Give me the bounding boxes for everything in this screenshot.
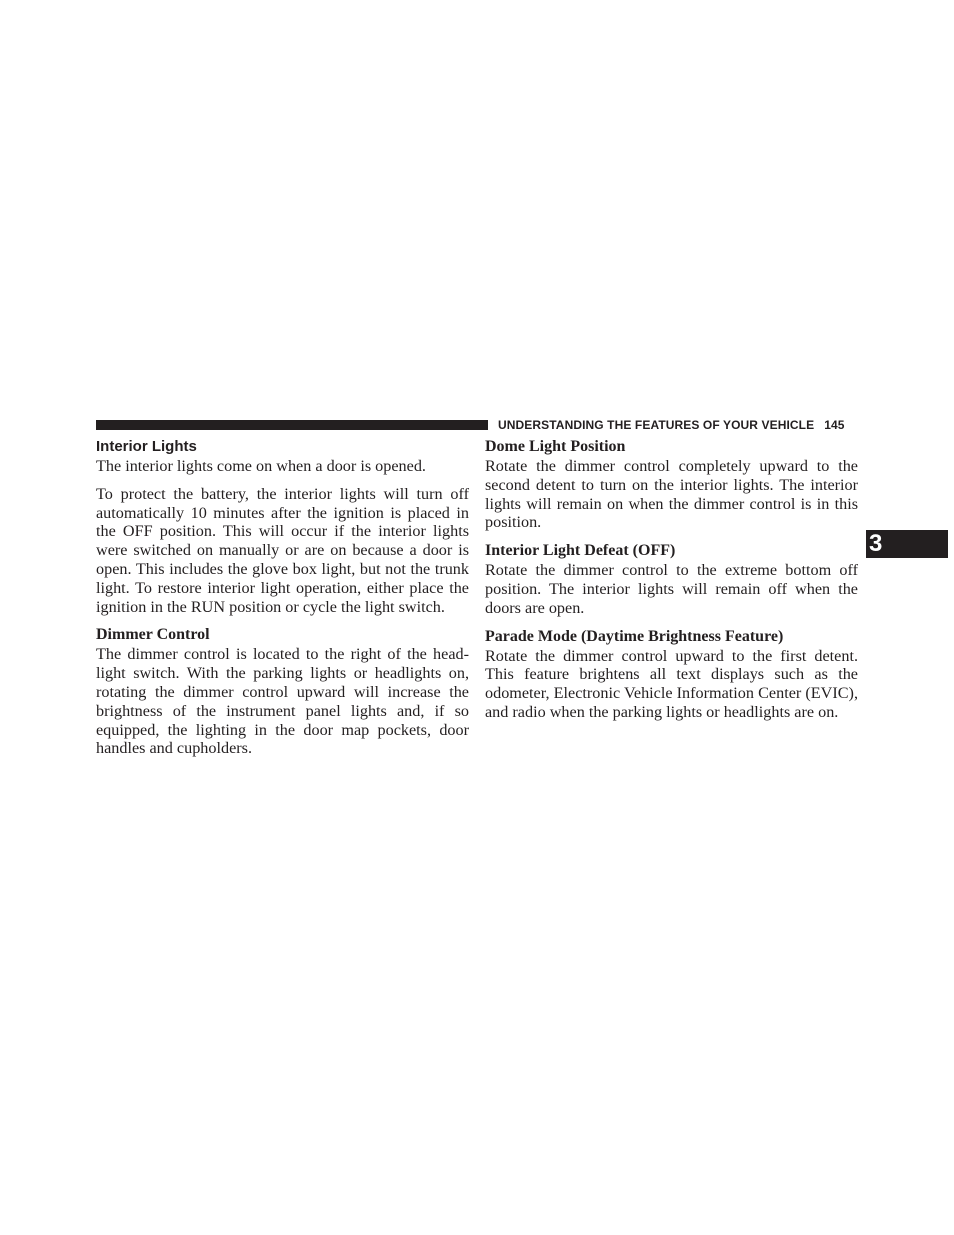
paragraph: Rotate the dimmer control completely upward to the second detent to turn on the interior lights. The interior lights will remain on when the dimmer control is in this position. (485, 457, 858, 532)
paragraph: The interior lights come on when a door is opened. (96, 457, 426, 475)
running-header (498, 418, 858, 432)
subheading-parade-mode: Parade Mode (Daytime Brightness Feature) (485, 627, 784, 645)
right-column (485, 437, 858, 731)
subheading-dome-light: Dome Light Position (485, 438, 626, 455)
header-rule (96, 420, 488, 430)
subheading-dimmer-control: Dimmer Control (96, 626, 210, 644)
page-number: 145 (824, 418, 845, 432)
section-title: Interior Lights (96, 438, 197, 455)
subheading-light-defeat: Interior Light Defeat (OFF) (485, 542, 676, 560)
left-column (96, 437, 469, 767)
paragraph: The dimmer control is located to the right of the head-light switch. With the parking lights or headlights on, rotating the dimmer control upward will increase the brightness of the instrument panel lights and, if so equipped, the lighting in the door map pockets, door handles and cupholders. (96, 645, 469, 758)
paragraph: Rotate the dimmer control upward to the first detent. This feature brightens all text displays such as the odometer, Electronic Vehicle Information Center (EVIC), and radio when the parking lights or headlights are on. (485, 646, 858, 721)
paragraph: Rotate the dimmer control to the extreme bottom off position. The interior lights will remain off when the doors are open. (485, 561, 858, 617)
header-title: UNDERSTANDING THE FEATURES OF YOUR VEHICLE (498, 418, 815, 432)
chapter-tab: 3 (866, 530, 948, 558)
paragraph: To protect the battery, the interior lights will turn off automatically 10 minutes after the ignition is placed in the OFF position. This will occur if the interior lights were switched on manually or are on because a door is open. This includes the glove box light, but not the trunk light. To restore interior light operation, either place the ignition in the RUN position or cycle the light switch. (96, 484, 469, 616)
